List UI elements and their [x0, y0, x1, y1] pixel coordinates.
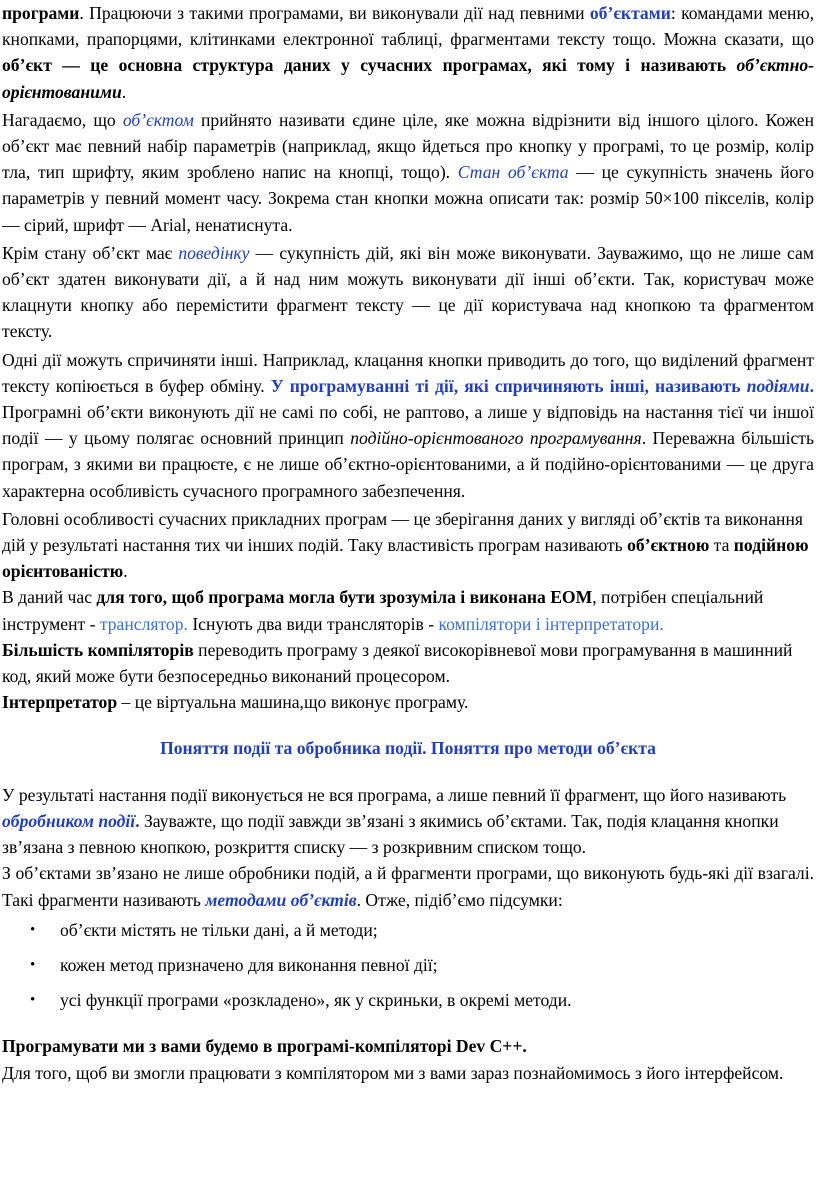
paragraph-oop-intro: програми. Працюючи з такими програмами, ви виконували дії над певними об’єктами: командами меню, кнопками, прапорцями, клітинками електронної таблиці, фрагментами тексту тощо. Можна сказати, що об’єкт — це основна структура даних у сучасних програмах, які тому і називають об’єктно-орієнтованими. — [2, 3, 814, 102]
term-programs: програми — [2, 3, 80, 23]
term-event-handler: обробником події — [2, 810, 136, 831]
paragraph-methods: З об’єктами зв’язано не лише обробники подій, а й фрагменти програми, що виконують будь-які дії взагалі. Такі фрагменти називають методами об’єктів. Отже, підіб’ємо підсумки: — [2, 863, 814, 910]
term-event-driven-programming: подійно-орієнтованого програмування — [350, 428, 642, 449]
term-interpreter: Інтерпретатор — [2, 692, 118, 713]
section-heading: Поняття події та обробника події. Поняття про методи об’єкта — [160, 738, 656, 759]
bullet-icon: • — [30, 921, 36, 938]
paragraph-main-features: Головні особливості сучасних прикладних програм — це зберігання даних у вигляді об’єктів та виконання дій у результаті настання тих чи інших подій. Таку властивість програм називають об’єктною та подійною орієнтованістю. — [2, 508, 809, 582]
paragraph-interface-intro: Для того, щоб ви змогли працювати з компілятором ми з вами зараз познайомимось з його інтерфейсом. — [2, 1062, 784, 1083]
term-object-methods: методами об’єктів — [205, 889, 357, 910]
term-object: об’єктом — [122, 109, 194, 130]
definition-object: об’єкт — це основна структура даних у сучасних програмах, які тому і називають — [2, 55, 737, 76]
paragraph-events: Одні дії можуть спричиняти інші. Наприклад, клацання кнопки приводить до того, що виділений фрагмент тексту копіюється в буфер обміну. У програмуванні ті дії, які спричиняють інші, називають подіями. Програмні об’єкти виконують дії не самі по собі, не раптово, а лише у відповідь на настання тієї чи іншої події — у цьому полягає основний принцип подійно-орієнтованого програмування. Переважна більшість програм, з якими ви працюєте, є не лише об’єктно-орієнтованими, а й подійно-орієнтованими — це друга характерна особливість сучасного програмного забезпечення. — [2, 349, 814, 501]
term-event-orientation: подійною орієнтованістю — [2, 535, 809, 582]
bullet-icon: • — [30, 956, 36, 973]
term-objects: об’єктами — [589, 3, 671, 23]
term-events: подіями — [746, 375, 810, 396]
term-object-oriented: об’єктно-орієнтованими — [2, 55, 814, 102]
paragraph-object-definition: Нагадаємо, що об’єктом прийнято називати єдине ціле, яке можна відрізнити від іншого цілого. Кожен об’єкт має певний набір параметрів (наприклад, якщо йдеться про кнопку у програмі, то це розмір, колір тла, тип шрифту, яким зроблено напис на кнопці, тощо). Стан об’єкта — це сукупність значень його параметрів у певний момент часу. Зокрема стан кнопки можна описати так: розмір 50×100 пікселів, колір — сірий, шрифт — Arial, ненатиснута. — [2, 109, 814, 235]
term-compilers-interpreters: компілятори і інтерпретатори. — [438, 613, 664, 634]
paragraph-behavior: Крім стану об’єкт має поведінку — сукупність дій, які він може виконувати. Зауважимо, що не лише сам об’єкт здатен виконувати дії, а й над ним можуть виконувати дії інші об’єкти. Так, користувач може клацнути кнопку або перемістити фрагмент тексту — це дії користувача над кнопкою та фрагментом тексту. — [2, 242, 814, 342]
term-behavior: поведінку — [178, 242, 250, 263]
term-compilers: Більшість компіляторів — [2, 639, 194, 660]
list-item: • усі функції програми «розкладено», як у скриньки, в окремі методи. — [60, 987, 816, 1013]
bullet-icon: • — [30, 992, 36, 1009]
term-object-orientation: об’єктною — [627, 535, 710, 556]
paragraph-dev-cpp: Програмувати ми з вами будемо в програмі-компіляторі Dev C++. — [2, 1036, 527, 1057]
term-translator: транслятор. — [99, 613, 188, 634]
list-item: • кожен метод призначено для виконання певної дії; — [60, 952, 816, 978]
paragraph-interpreter: Інтерпретатор – це віртуальна машина,що виконує програму. — [2, 692, 469, 713]
paragraph-event-handler: У результаті настання події виконується не вся програма, а лише певний її фрагмент, що його називають обробником події. Зауважте, що події завжди зв’язані з якимись об’єктами. Так, подія клацання кнопки зв’язана з певною кнопкою, розкриття списку — з розкривним списком тощо. — [2, 784, 787, 858]
paragraph-translator: В даний час для того, щоб програма могла бути зрозуміла і виконана ЕОМ, потрібен спеціальний інструмент - транслятор. Існують два види трансляторів - компілятори і інтерпретатори. — [2, 587, 764, 634]
term-object-state: Стан об’єкта — [457, 162, 569, 183]
summary-list — [0, 917, 816, 1014]
list-item: • об’єкти містять не тільки дані, а й методи; — [60, 917, 816, 943]
paragraph-compilers: Більшість компіляторів переводить програму з деякої високорівневої мови програмування в машинний код, який може бути безпосередньо виконаний процесором. — [2, 639, 793, 687]
definition-events: У програмуванні ті дії, які спричиняють інші, називають — [270, 375, 747, 396]
